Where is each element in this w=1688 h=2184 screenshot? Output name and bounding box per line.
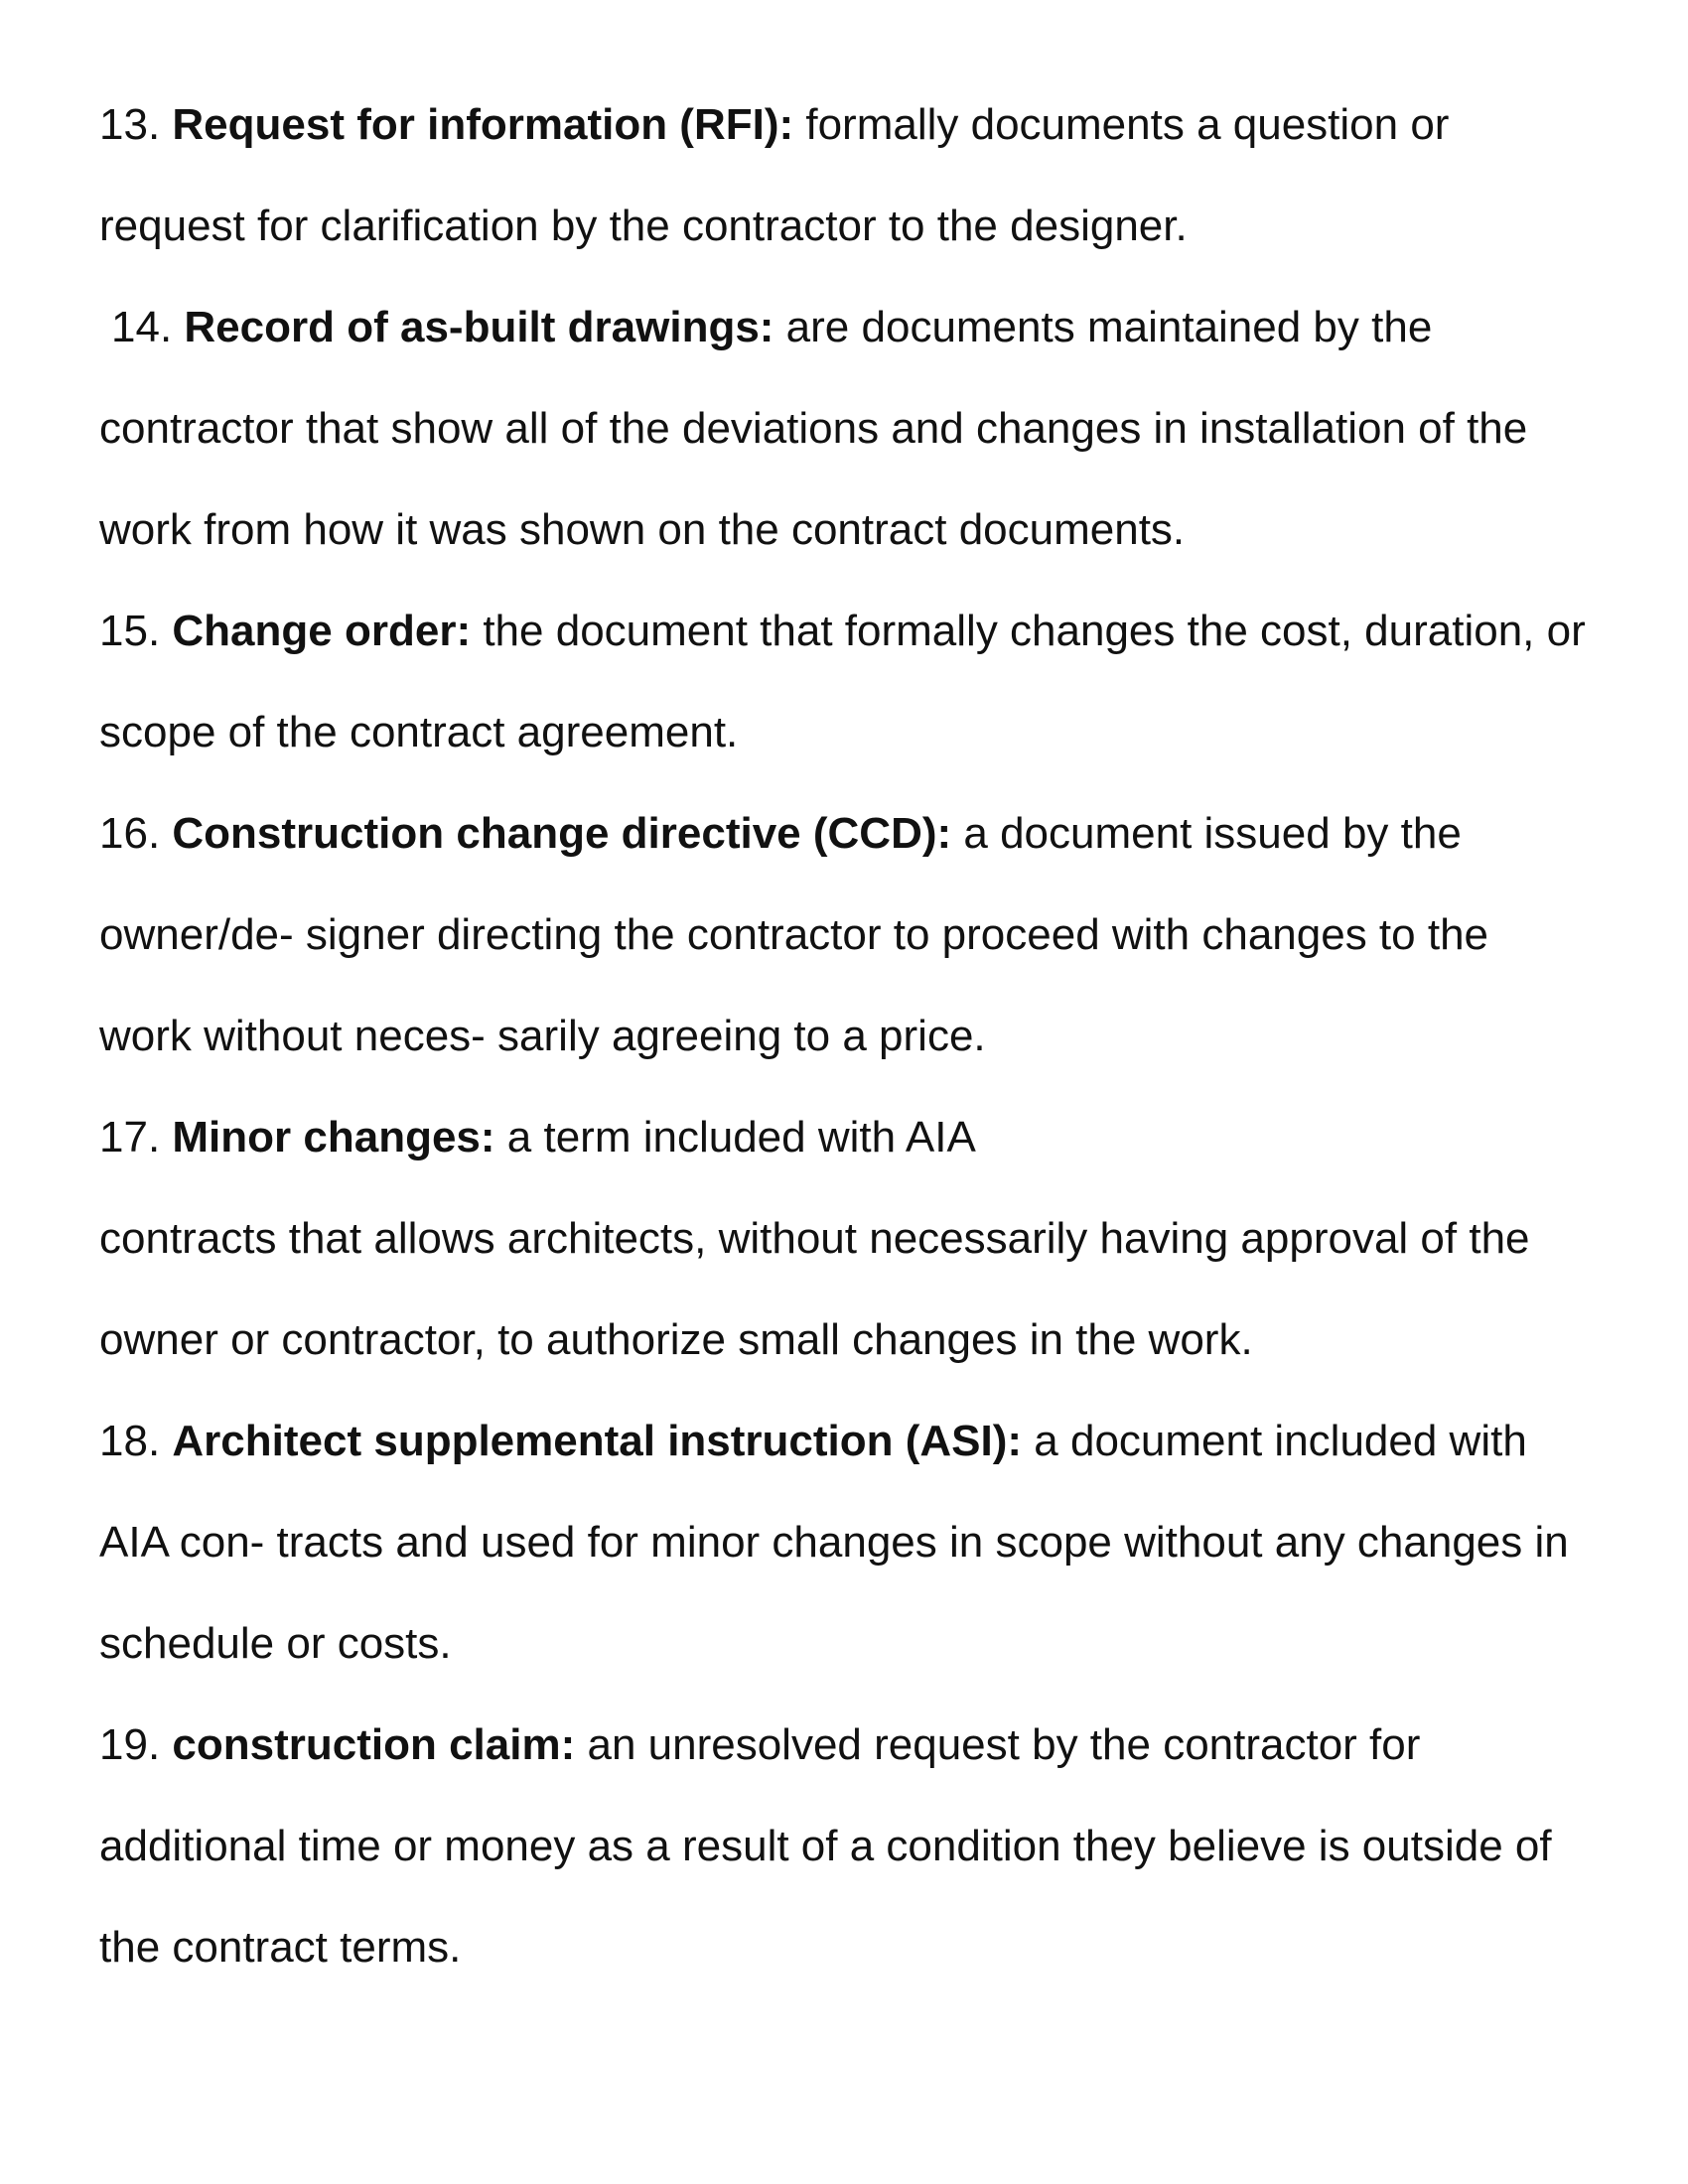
entry-16-line-3 — [99, 1011, 986, 1062]
entry-16-line-2 — [99, 909, 1488, 961]
entry-text: contracts that allows architects, without necessarily having approval of the — [99, 1214, 1530, 1263]
entry-13-line-1 — [99, 99, 1449, 151]
entry-text: a term included with AIA — [494, 1113, 976, 1161]
entry-text: a document included with — [1022, 1417, 1527, 1465]
entry-text: contractor that show all of the deviations and changes in installation of the — [99, 404, 1528, 453]
entry-16-line-1 — [99, 808, 1462, 860]
entry-14-line-1 — [111, 302, 1432, 353]
entry-term: Architect supplemental instruction (ASI): — [172, 1417, 1023, 1465]
entry-text: a document issued by the — [951, 809, 1462, 858]
entry-14-line-2 — [99, 403, 1527, 455]
entry-text: scope of the contract agreement. — [99, 708, 739, 756]
entry-number: 19. — [99, 1720, 161, 1769]
entry-13-line-2 — [99, 201, 1188, 252]
entry-text: owner/de- signer directing the contractor to proceed with changes to the — [99, 910, 1489, 959]
entry-18-line-1 — [99, 1416, 1527, 1467]
entry-text: work without neces- sarily agreeing to a price. — [99, 1012, 986, 1060]
entry-text: work from how it was shown on the contract documents. — [99, 505, 1186, 554]
entry-15-line-1 — [99, 606, 1586, 657]
entry-14-line-3 — [99, 504, 1185, 556]
entry-text: AIA con- tracts and used for minor changes in scope without any changes in — [99, 1518, 1569, 1567]
entry-19-line-1 — [99, 1719, 1420, 1771]
entry-text: request for clarification by the contractor to the designer. — [99, 202, 1188, 250]
entry-17-line-3 — [99, 1314, 1253, 1366]
entry-number: 13. — [99, 100, 161, 149]
entry-18-line-2 — [99, 1517, 1569, 1569]
entry-term: Minor changes: — [172, 1113, 495, 1161]
entry-number: 14. — [111, 303, 173, 351]
entry-text: owner or contractor, to authorize small changes in the work. — [99, 1315, 1253, 1364]
entry-19-line-2 — [99, 1821, 1552, 1872]
entry-17-line-1 — [99, 1112, 976, 1163]
entry-text: are documents maintained by the — [774, 303, 1433, 351]
entry-text: the document that formally changes the cost, duration, or — [471, 607, 1586, 655]
entry-number: 15. — [99, 607, 161, 655]
entry-number: 17. — [99, 1113, 161, 1161]
entry-term: Record of as-built drawings: — [184, 303, 774, 351]
entry-term: Change order: — [172, 607, 472, 655]
entry-17-line-2 — [99, 1213, 1530, 1265]
entry-19-line-3 — [99, 1922, 461, 1974]
entry-15-line-2 — [99, 707, 738, 758]
entry-text: additional time or money as a result of a condition they believe is outside of — [99, 1822, 1552, 1870]
entry-number: 16. — [99, 809, 161, 858]
entry-term: Construction change directive (CCD): — [172, 809, 952, 858]
entry-text: the contract terms. — [99, 1923, 462, 1972]
entry-18-line-3 — [99, 1618, 452, 1670]
entry-text: schedule or costs. — [99, 1619, 452, 1668]
entry-number: 18. — [99, 1417, 161, 1465]
entry-term: construction claim: — [172, 1720, 576, 1769]
entry-text: formally documents a question or — [793, 100, 1450, 149]
entry-term: Request for information (RFI): — [172, 100, 794, 149]
entry-text: an unresolved request by the contractor for — [575, 1720, 1421, 1769]
